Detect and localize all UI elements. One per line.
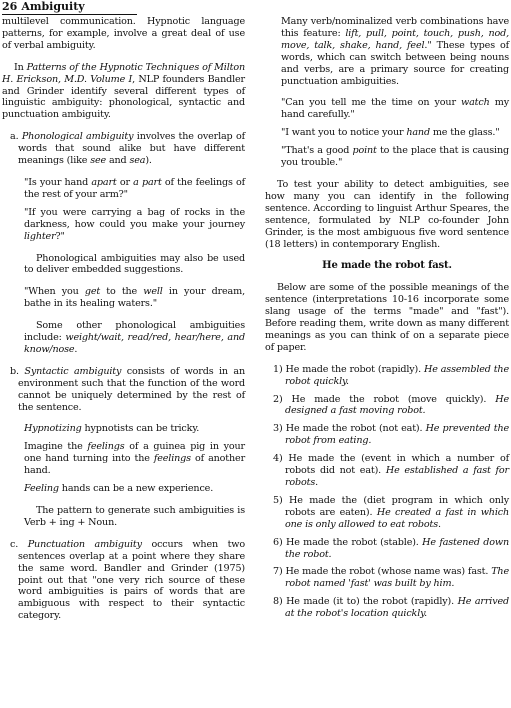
other-ambiguities: Some other phonological ambiguities include: weight/wait, read/red, hear/here, and know/nose. bbox=[24, 320, 245, 355]
syntactic-item: b. Syntactic ambiguity consists of words in an environment such that the function of the word cannot be uniquely determined by the rest of the sentence. bbox=[10, 365, 246, 413]
pattern-note: The pattern to generate such ambiguities is Verb + ing + Noun. bbox=[24, 505, 245, 528]
meaning-item: 6) He made the robot (stable). He fastened down the robot. bbox=[273, 536, 509, 560]
syntactic-example: Imagine the feelings of a guinea pig in your one hand turning into the feelings of another hand. bbox=[24, 441, 246, 477]
meaning-item: 5) He made the (diet program in which only robots are eaten). He created a fast in which one is only allowed to eat robots. bbox=[273, 494, 509, 530]
meanings-list bbox=[265, 364, 509, 620]
intro-paragraph: multilevel communication. Hypnotic language patterns, for example, involve a great deal of use of verbal ambiguity. bbox=[2, 16, 245, 51]
meanings-intro: Below are some of the possible meanings of the sentence (interpretations 10-16 incorporate some slang usage of the terms "made" and "fast"). Before reading them, write down as many different meanings as you can think of on a separate piece of paper. bbox=[265, 282, 509, 353]
syntactic-example: Feeling hands can be a new experience. bbox=[24, 483, 214, 495]
example-quote: "I want you to notice your hand me the glass." bbox=[281, 127, 500, 139]
example-quote: "If you were carrying a bag of rocks in the darkness, how could you make your journey lighter?" bbox=[24, 206, 245, 242]
meaning-item: 2) He made the robot (move quickly). He designed a fast moving robot. bbox=[273, 393, 509, 417]
example-quote: "Can you tell me the time on your watch my hand carefully." bbox=[281, 97, 510, 121]
punctuation-item: c. Punctuation ambiguity occurs when two sentences overlap at a point where they share the same word. Bandler and Grinder (1975) point out that "one very rich source of these word ambiguities is pairs of words that are ambiguous with respect to their syntactic category. bbox=[10, 538, 245, 622]
syntactic-example: Hypnotizing hypnotists can be tricky. bbox=[24, 423, 200, 435]
left-column bbox=[2, 16, 245, 632]
meaning-item: 4) He made the (event in which a number of robots did not eat). He established a fast for robots. bbox=[273, 453, 509, 488]
patterns-paragraph: In Patterns of the Hypnotic Techniques of Milton H. Erickson, M.D. Volume I, NLP founders Bandler and Grinder identify several different types of linguistic ambiguity: phonological, syntactic and punctuation ambiguity. bbox=[2, 61, 245, 121]
meaning-item: 7) He made the robot (whose name was) fast. The robot named 'fast' was built by him. bbox=[273, 566, 509, 590]
example-quote: "When you get to the well in your dream, bathe in its healing waters." bbox=[24, 286, 245, 310]
example-sentence: He made the robot fast. bbox=[322, 260, 452, 272]
example-quote: "That's a good point to the place that is causing you trouble." bbox=[281, 145, 509, 169]
meaning-item: 1) He made the robot (rapidly). He assembled the robot quickly. bbox=[273, 363, 509, 387]
page-header bbox=[2, 0, 137, 15]
meaning-item: 3) He made the robot (not eat). He prevented the robot from eating. bbox=[273, 423, 509, 447]
meaning-item: 8) He made (it to) the robot (rapidly). He arrived at the robot's location quickly. bbox=[273, 596, 509, 620]
page-number: 26 bbox=[2, 0, 18, 13]
phonological-item: a. Phonological ambiguity involves the overlap of words that sound alike but have different meanings (like see and sea). bbox=[10, 131, 245, 167]
example-quote: "Is your hand apart or a part of the feelings of the rest of your arm?" bbox=[24, 176, 246, 200]
right-column bbox=[265, 16, 509, 626]
test-paragraph: To test your ability to detect ambiguities, see how many you can identify in the following sentence. According to linguist Arthur Speares, the sentence, formulated by NLP co-founder John Grinder, is the most ambiguous five word sentence (18 letters) in contemporary English. bbox=[265, 178, 509, 250]
verbs-paragraph: Many verb/nominalized verb combinations have this feature: lift, pull, point, touch, push, nod, move, talk, shake, hand, feel." These types of words, which can switch between being nouns and verbs, are a primary source for creating punctuation ambiguities. bbox=[281, 16, 510, 87]
page-title: Ambiguity bbox=[21, 0, 85, 13]
phonological-note: Phonological ambiguities may also be used to deliver embedded suggestions. bbox=[24, 252, 245, 276]
